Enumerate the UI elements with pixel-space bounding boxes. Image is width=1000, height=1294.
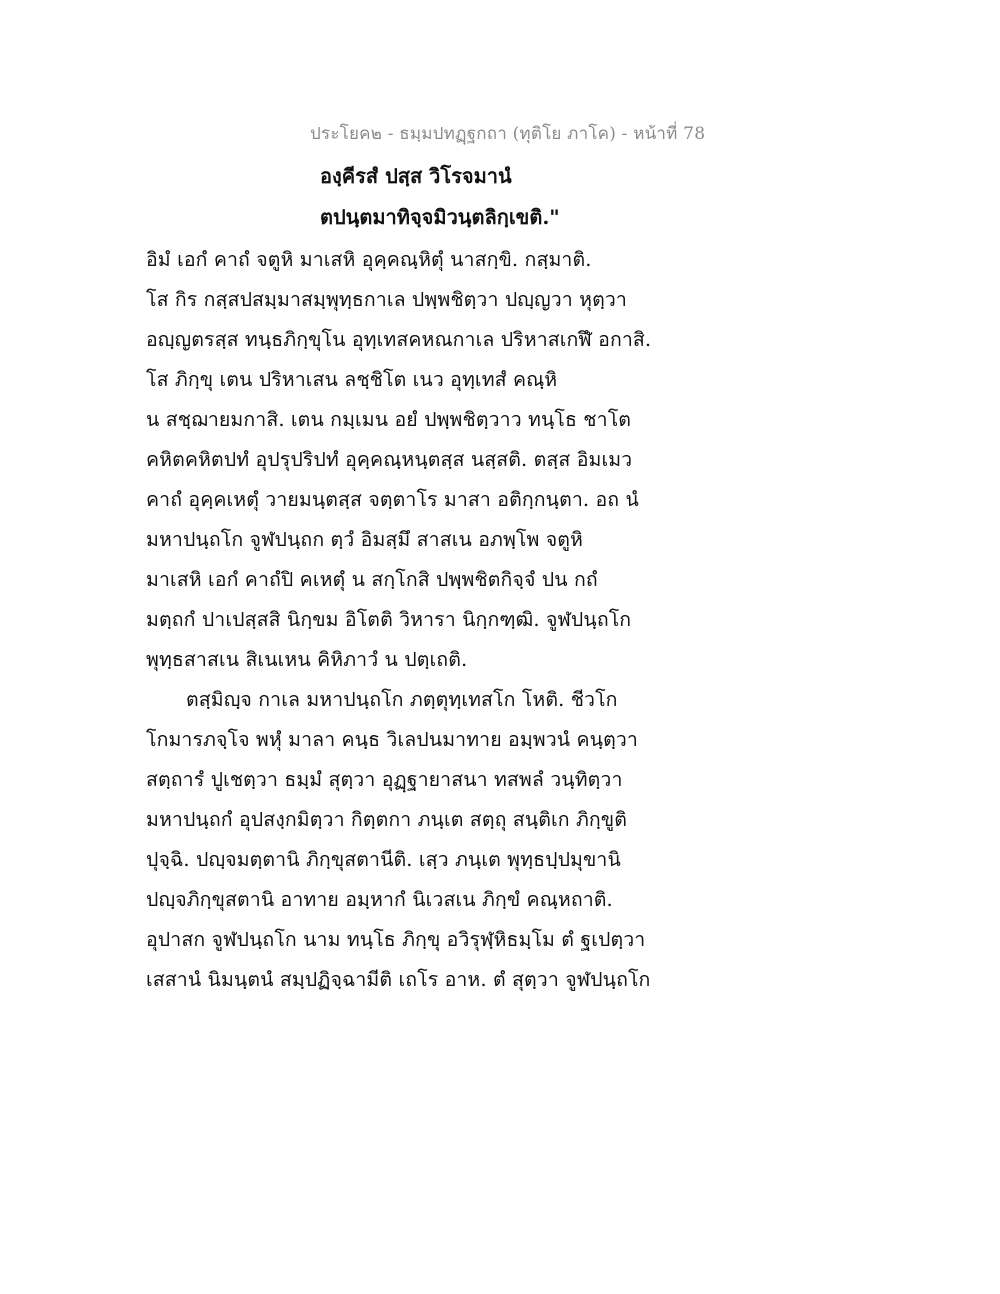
text-line: โกมารภจฺโจ พหุํ มาลา คนฺธ วิเลปนมาทาย อมฺพวนํ คนฺตฺวา — [146, 728, 638, 751]
text-line: ปุจฺฉิ. ปญฺจมตฺตานิ ภิกฺขุสตานีติ. เสฺว ภนฺเต พุทฺธปฺปมุขานิ — [146, 848, 621, 871]
text-line: มาเสหิ เอกํ คาถํปิ คเหตุํ น สกฺโกสิ ปพฺพชิตกิจฺจํ ปน กถํ — [146, 568, 598, 591]
text-line: อุปาสก จูฬปนฺถโก นาม ทนฺโธ ภิกฺขุ อวิรุฬฺหิธมฺโม ตํ ฐเปตฺวา — [146, 928, 646, 951]
text-line: มตฺถกํ ปาเปสฺสสิ นิกฺขม อิโตติ วิหารา นิกฺกฑฺฒิ. จูฬปนฺถโก — [146, 608, 632, 631]
text-line: ตสฺมิญฺจ กาเล มหาปนฺถโก ภตฺตุทฺเทสโก โหติ. ชีวโก — [186, 688, 618, 711]
text-line: มหาปนฺถโก จูฬปนฺถก ตฺวํ อิมสฺมึ สาสเน อภพฺโพ จตูหิ — [146, 528, 583, 551]
text-line: อญฺญตรสฺส ทนฺธภิกฺขุโน อุทฺเทสคหณกาเล ปริหาสเกฬึ อกาสิ. — [146, 328, 652, 351]
text-line: เสสานํ นิมนฺตนํ สมฺปฏิจฺฉามีติ เถโร อาห. ตํ สุตฺวา จูฬปนฺถโก — [146, 968, 651, 991]
text-line: สตฺถารํ ปูเชตฺวา ธมฺมํ สุตฺวา อุฏฺฐายาสนา ทสพลํ วนฺทิตฺวา — [146, 768, 623, 791]
verse-line-1: องฺคีรสํ ปสฺส วิโรจมานํ — [320, 164, 512, 188]
running-header: ประโยค๒ - ธมฺมปทฏฺฐกถา (ทุติโย ภาโค) - หน้าที่ 78 — [310, 124, 706, 144]
text-line: น สชฺฌายมกาสิ. เตน กมฺเมน อยํ ปพฺพชิตฺวาว ทนฺโธ ชาโต — [146, 408, 632, 431]
text-line: อิมํ เอกํ คาถํ จตูหิ มาเสหิ อุคฺคณฺหิตุํ นาสกฺขิ. กสฺมาติ. — [146, 248, 592, 271]
text-line: คาถํ อุคฺคเหตุํ วายมนฺตสฺส จตฺตาโร มาสา อติกฺกนฺตา. อถ นํ — [146, 488, 639, 511]
text-line: โส กิร กสฺสปสมฺมาสมฺพุทฺธกาเล ปพฺพชิตฺวา ปญฺญวา หุตฺวา — [146, 288, 627, 311]
text-line: โส ภิกฺขุ เตน ปริหาเสน ลชฺชิโต เนว อุทฺเทสํ คณฺหิ — [146, 368, 558, 391]
verse-line-2: ตปนฺตมาทิจฺจมิวนฺตลิกฺเขติ." — [320, 205, 560, 229]
text-line: พุทฺธสาสเน สิเนเหน คิหิภาวํ น ปตฺเถติ. — [146, 648, 468, 671]
text-line: ปญฺจภิกฺขุสตานิ อาทาย อมฺหากํ นิเวสเน ภิกฺขํ คณฺหถาติ. — [146, 888, 613, 911]
text-line: คหิตคหิตปทํ อุปรุปริปทํ อุคฺคณฺหนฺตสฺส นสฺสติ. ตสฺส อิมเมว — [146, 448, 633, 471]
text-line: มหาปนฺถกํ อุปสงฺกมิตฺวา กิตฺตกา ภนฺเต สตฺถุ สนฺติเก ภิกฺขูติ — [146, 808, 628, 831]
